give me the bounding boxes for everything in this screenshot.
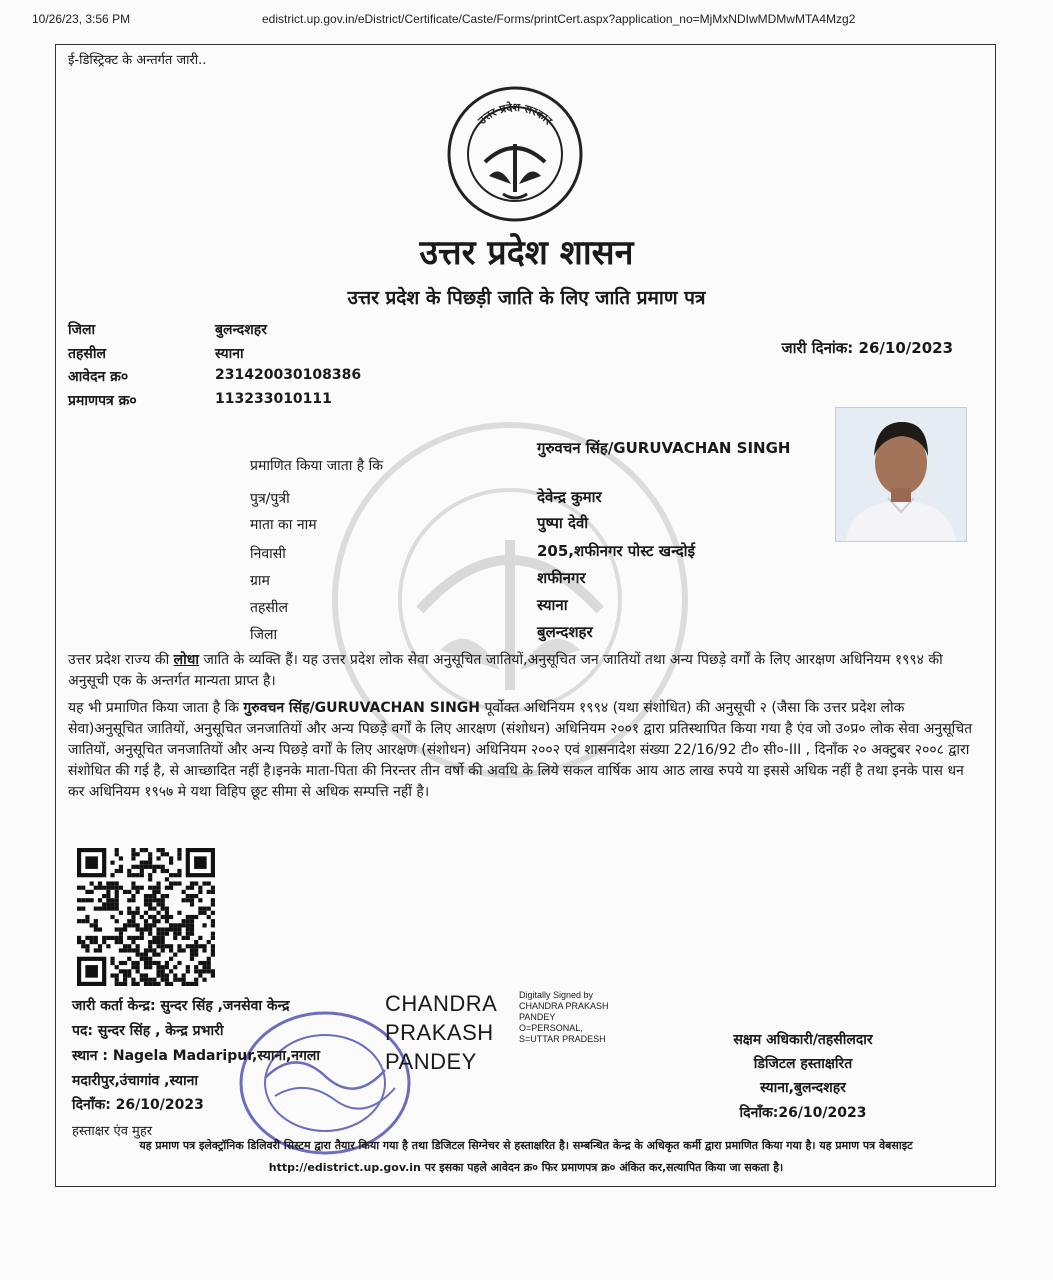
certificate-no-label: प्रमाणपत्र क्र० bbox=[68, 393, 137, 409]
signer-name bbox=[385, 989, 497, 1076]
caste-paragraph: उत्तर प्रदेश राज्य की लोधा जाति के व्यक्ति हैं। यह उत्तर प्रदेश लोक सेवा अनुसूचित जातियों,अनुसूचित जन जातियों तथा अन्य पिछड़े वर्गों के लिए आरक्षण अधिनियम १९९४ की अनुसूची एक के अन्तर्गत मान्यता प्राप्त है। bbox=[68, 652, 943, 689]
certified-label: प्रमाणित किया जाता है कि bbox=[250, 458, 384, 474]
row-tehsil-label: तहसील bbox=[250, 600, 288, 616]
father-name: देवेन्द्र कुमार bbox=[537, 488, 602, 506]
signer-name-line3: PANDEY bbox=[385, 1049, 477, 1074]
officer-place: स्याना,बुलन्दशहर bbox=[760, 1080, 846, 1096]
footer-note: यह प्रमाण पत्र इलेक्ट्रॉनिक डिलिवरी सिस्टम द्वारा तैयार किया गया है तथा डिजिटल सिग्नेचर से हस्ताक्षरित है। सम्बन्धित केन्द्र के अधिकृत कर्मी द्वारा प्रमाणित किया गया है। यह प्रमाण पत्र वेबसाइट http://edistrict.up.gov.in पर इसका पहले आवेदन क्र० फिर प्रमाणपत्र क्र० अंकित कर,सत्यापित किया जा सकता है। bbox=[139, 1139, 913, 1174]
district-value: बुलन्दशहर bbox=[215, 322, 267, 338]
certificate-title: उत्तर प्रदेश के पिछड़ी जाति के लिए जाति प्रमाण पत्र bbox=[347, 287, 706, 309]
emblem-text: उत्तर प्रदेश सरकार bbox=[475, 100, 555, 128]
issue-date bbox=[781, 338, 953, 358]
row-tehsil-value: स्याना bbox=[537, 596, 568, 614]
tehsil-label: तहसील bbox=[68, 346, 106, 362]
applicant-photo bbox=[835, 407, 967, 542]
up-government-emblem bbox=[445, 84, 585, 224]
issuing-centre: जारी कर्ता केन्द्र: सुन्दर सिंह ,जनसेवा केन्द्र bbox=[72, 998, 290, 1014]
resident-label: निवासी bbox=[250, 546, 286, 562]
mother-name-label: माता का नाम bbox=[250, 517, 317, 533]
village-value: शफीनगर bbox=[537, 569, 586, 587]
certification-paragraph: यह भी प्रमाणित किया जाता है कि गुरुवचन सिंह/GURUVACHAN SINGH पूर्वोक्त अधिनियम १९९४ (यथा संशोधित) की अनुसूची २ (जैसा कि उत्तर प्रदेश लोक सेवा)अनुसूचित जातियों, अनुसूचित जनजातियों और अन्य पिछड़े वर्गों के लिए आरक्षण (संशोधन) अधिनियम २००१ द्वारा प्रतिस्थापित किया गया है एंव जो उ०प्र० लोक सेवा अनुसूचित जातियों, अनुसूचित जनजातियों और अन्य पिछड़े वर्गों के लिए आरक्षण (संशोधन) अधिनियम २००२ एवं शासनादेश संख्या 22/16/92 टी० सी०-III , दिनाँक २० अक्टुबर २००८ द्वारा संशोधित की गई है, से आच्छादित नहीं है।इनके माता-पिता की निरन्तर तीन वर्षो की अवधि के लिये सकल वार्षिक आय आठ लाख रुपये या इससे अधिक नहीं है तथा इनके पास धन कर अधिनियम १९५७ मे यथा विहिप छूट सीमा से अधिक सम्पत्ति नहीं है। bbox=[68, 700, 973, 800]
row-district-label: जिला bbox=[250, 627, 278, 643]
dsig-line: Digitally Signed by bbox=[519, 990, 594, 1000]
para-applicant-name: गुरुवचन सिंह/GURUVACHAN SINGH bbox=[243, 700, 480, 716]
resident-address: 205,शफीनगर पोस्ट खन्दोई bbox=[537, 542, 695, 560]
dsig-line: S=UTTAR PRADESH bbox=[519, 1034, 606, 1044]
officer-signed: डिजिटल हस्ताक्षरित bbox=[753, 1056, 853, 1072]
signer-name-line1: CHANDRA bbox=[385, 991, 498, 1016]
issue-date-value: 26/10/2023 bbox=[858, 339, 953, 357]
issue-date-label: जारी दिनांक: bbox=[781, 339, 854, 357]
village-label: ग्राम bbox=[250, 573, 270, 589]
issuer-place-line2: मदारीपुर,उंचागांव ,स्याना bbox=[72, 1073, 199, 1089]
row-district-value: बुलन्दशहर bbox=[537, 623, 593, 641]
edistrict-note: ई-डिस्ट्रिक्ट के अन्तर्गत जारी.. bbox=[68, 53, 207, 68]
caste-name: लोधा bbox=[173, 652, 200, 668]
print-datetime: 10/26/23, 3:56 PM bbox=[32, 12, 131, 26]
tehsil-value: स्याना bbox=[215, 346, 244, 362]
issuer-place-line1: स्थान : Nagela Madaripur,स्याना,नगला bbox=[72, 1048, 321, 1064]
issuer-date: दिनाँक: 26/10/2023 bbox=[72, 1097, 204, 1113]
certificate-no-value: 113233010111 bbox=[215, 391, 332, 407]
qr-code bbox=[77, 848, 215, 986]
officer-title: सक्षम अधिकारी/तहसीलदार bbox=[733, 1032, 873, 1048]
signer-name-line2: PRAKASH bbox=[385, 1020, 494, 1045]
officer-date: दिनाँक:26/10/2023 bbox=[739, 1105, 867, 1121]
dsig-line: PANDEY bbox=[519, 1012, 556, 1022]
dsig-line: CHANDRA PRAKASH bbox=[519, 1001, 609, 1011]
mother-name: पुष्पा देवी bbox=[537, 514, 589, 532]
district-label: जिला bbox=[68, 322, 96, 338]
issuer-post: पद: सुन्दर सिंह , केन्द्र प्रभारी bbox=[72, 1023, 224, 1039]
dsig-line: O=PERSONAL, bbox=[519, 1023, 583, 1033]
digital-signature-details bbox=[519, 990, 609, 1045]
son-daughter-label: पुत्र/पुत्री bbox=[250, 491, 290, 507]
applicant-name: गुरुवचन सिंह/GURUVACHAN SINGH bbox=[537, 439, 791, 457]
print-url: edistrict.up.gov.in/eDistrict/Certificate/Caste/Forms/printCert.aspx?application_no=MjMxNDIwMDMwMTA4Mzg2 bbox=[262, 12, 856, 26]
sign-seal-label: हस्ताक्षर एंव मुहर bbox=[72, 1124, 153, 1139]
government-title: उत्तर प्रदेश शासन bbox=[419, 233, 634, 273]
application-no-value: 231420030108386 bbox=[215, 367, 362, 383]
application-no-label: आवेदन क्र० bbox=[68, 369, 129, 385]
